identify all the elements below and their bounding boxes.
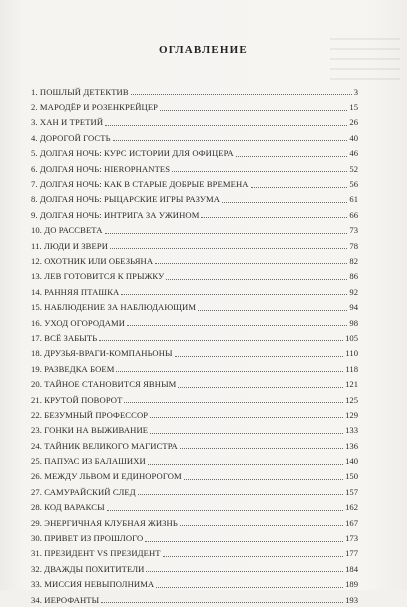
toc-entry — [31, 592, 358, 607]
toc-entry-page-number: 15 — [349, 102, 358, 113]
toc-entry — [31, 484, 358, 499]
toc-entry — [31, 115, 358, 130]
toc-leader-dots — [150, 433, 343, 434]
toc-entry-page-number: 66 — [349, 209, 358, 220]
toc-entry — [31, 546, 358, 561]
toc-entry — [31, 361, 358, 376]
table-of-contents — [31, 84, 358, 607]
toc-entry-title: 2. МАРОДЁР И РОЗЕНКРЕЙЦЕР — [31, 102, 159, 113]
toc-entry — [31, 392, 358, 407]
toc-leader-dots — [116, 371, 343, 372]
toc-entry-page-number: 157 — [345, 486, 358, 497]
toc-entry-title: 34. ИЕРОФАНТЫ — [31, 594, 100, 605]
toc-leader-dots — [107, 510, 343, 511]
toc-entry-title: 4. ДОРОГОЙ ГОСТЬ — [31, 132, 111, 143]
toc-entry-title: 15. НАБЛЮДЕНИЕ ЗА НАБЛЮДАЮЩИМ — [31, 302, 197, 313]
toc-leader-dots — [160, 110, 347, 111]
toc-entry — [31, 238, 358, 253]
toc-entry-title: 31. ПРЕЗИДЕНТ VS ПРЕЗИДЕНТ — [31, 548, 161, 559]
toc-entry-page-number: 56 — [349, 179, 358, 190]
toc-entry — [31, 161, 358, 176]
toc-entry-title: 12. ОХОТНИК ИЛИ ОБЕЗЬЯНА — [31, 255, 154, 266]
toc-entry — [31, 315, 358, 330]
toc-leader-dots — [201, 217, 347, 218]
toc-leader-dots — [127, 325, 347, 326]
toc-entry-page-number: 82 — [349, 255, 358, 266]
toc-entry-title: 19. РАЗВЕДКА БОЕМ — [31, 363, 115, 374]
toc-entry-title: 33. МИССИЯ НЕВЫПОЛНИМА — [31, 579, 155, 590]
toc-entry — [31, 330, 358, 345]
toc-leader-dots — [163, 556, 343, 557]
toc-entry-page-number: 98 — [349, 317, 358, 328]
toc-leader-dots — [110, 248, 347, 249]
toc-entry-page-number: 46 — [349, 148, 358, 159]
toc-entry-page-number: 3 — [353, 86, 358, 97]
toc-entry-title: 14. РАННЯЯ ПТАШКА — [31, 286, 120, 297]
toc-leader-dots — [175, 356, 344, 357]
toc-entry-title: 20. ТАЙНОЕ СТАНОВИТСЯ ЯВНЫМ — [31, 379, 177, 390]
toc-entry — [31, 207, 358, 222]
toc-entry-page-number: 162 — [345, 502, 358, 513]
toc-entry-title: 27. САМУРАЙСКИЙ СЛЕД — [31, 486, 136, 497]
toc-entry-page-number: 129 — [345, 409, 358, 420]
toc-entry-page-number: 118 — [345, 363, 358, 374]
toc-entry — [31, 84, 358, 99]
toc-entry-title: 1. ПОШЛЫЙ ДЕТЕКТИВ — [31, 86, 129, 97]
toc-entry — [31, 453, 358, 468]
toc-entry-title: 11. ЛЮДИ И ЗВЕРИ — [31, 240, 109, 251]
toc-entry — [31, 376, 358, 391]
toc-leader-dots — [236, 156, 348, 157]
toc-entry — [31, 407, 358, 422]
toc-leader-dots — [178, 387, 343, 388]
toc-entry-page-number: 193 — [345, 594, 358, 605]
toc-entry-title: 7. ДОЛГАЯ НОЧЬ: КАК В СТАРЫЕ ДОБРЫЕ ВРЕМЕНА — [31, 179, 249, 190]
toc-entry-page-number: 173 — [345, 533, 358, 544]
toc-entry-title: 28. КОД ВАРАКСЫ — [31, 502, 105, 513]
toc-entry-title: 21. КРУТОЙ ПОВОРОТ — [31, 394, 123, 405]
toc-entry — [31, 99, 358, 114]
toc-leader-dots — [145, 541, 343, 542]
toc-leader-dots — [155, 263, 347, 264]
toc-leader-dots — [166, 279, 347, 280]
toc-leader-dots — [99, 340, 343, 341]
toc-entry-page-number: 73 — [349, 225, 358, 236]
toc-leader-dots — [180, 525, 343, 526]
toc-entry-title: 5. ДОЛГАЯ НОЧЬ: КУРС ИСТОРИИ ДЛЯ ОФИЦЕРА — [31, 148, 234, 159]
toc-entry-page-number: 92 — [349, 286, 358, 297]
toc-leader-dots — [124, 402, 343, 403]
toc-entry-page-number: 121 — [345, 379, 358, 390]
toc-leader-dots — [121, 294, 347, 295]
toc-leader-dots — [180, 448, 343, 449]
toc-entry — [31, 146, 358, 161]
toc-entry-page-number: 110 — [345, 348, 358, 359]
toc-entry-title: 22. БЕЗУМНЫЙ ПРОФЕССОР — [31, 409, 149, 420]
toc-entry-title: 18. ДРУЗЬЯ-ВРАГИ-КОМПАНЬОНЫ — [31, 348, 173, 359]
toc-entry — [31, 469, 358, 484]
toc-leader-dots — [222, 202, 347, 203]
toc-entry-page-number: 189 — [345, 579, 358, 590]
toc-leader-dots — [150, 417, 343, 418]
toc-leader-dots — [198, 310, 347, 311]
toc-entry-title: 16. УХОД ОГОРОДАМИ — [31, 317, 126, 328]
toc-entry — [31, 530, 358, 545]
toc-entry — [31, 176, 358, 191]
toc-entry-page-number: 177 — [345, 548, 358, 559]
toc-entry-page-number: 105 — [345, 332, 358, 343]
toc-entry — [31, 299, 358, 314]
toc-entry-page-number: 150 — [345, 471, 358, 482]
toc-entry-page-number: 136 — [345, 440, 358, 451]
toc-entry — [31, 253, 358, 268]
toc-entry-page-number: 133 — [345, 425, 358, 436]
toc-entry — [31, 223, 358, 238]
toc-entry — [31, 269, 358, 284]
toc-entry-page-number: 184 — [345, 563, 358, 574]
toc-entry-title: 9. ДОЛГАЯ НОЧЬ: ИНТРИГА ЗА УЖИНОМ — [31, 209, 200, 220]
toc-leader-dots — [172, 171, 347, 172]
toc-leader-dots — [251, 187, 348, 188]
toc-entry — [31, 561, 358, 576]
toc-leader-dots — [138, 494, 343, 495]
toc-entry-title: 30. ПРИВЕТ ИЗ ПРОШЛОГО — [31, 533, 144, 544]
toc-entry — [31, 500, 358, 515]
toc-entry-page-number: 125 — [345, 394, 358, 405]
toc-entry-page-number: 94 — [349, 302, 358, 313]
toc-entry-page-number: 61 — [349, 194, 358, 205]
toc-entry-page-number: 52 — [349, 163, 358, 174]
toc-leader-dots — [113, 140, 348, 141]
toc-leader-dots — [184, 479, 343, 480]
toc-entry-title: 24. ТАЙНИК ВЕЛИКОГО МАГИСТРА — [31, 440, 178, 451]
page-title: ОГЛАВЛЕНИЕ — [159, 44, 248, 56]
toc-leader-dots — [156, 587, 343, 588]
toc-entry — [31, 192, 358, 207]
toc-leader-dots — [101, 602, 343, 603]
toc-entry — [31, 346, 358, 361]
toc-entry — [31, 423, 358, 438]
toc-entry-title: 26. МЕЖДУ ЛЬВОМ И ЕДИНОРОГОМ — [31, 471, 182, 482]
toc-entry-title: 6. ДОЛГАЯ НОЧЬ: HIEROPHANTES — [31, 163, 171, 174]
toc-leader-dots — [105, 233, 348, 234]
toc-entry-page-number: 86 — [349, 271, 358, 282]
toc-entry — [31, 515, 358, 530]
toc-leader-dots — [146, 571, 343, 572]
toc-entry-page-number: 140 — [345, 456, 358, 467]
toc-entry-title: 8. ДОЛГАЯ НОЧЬ: РЫЦАРСКИЕ ИГРЫ РАЗУМА — [31, 194, 221, 205]
toc-entry-page-number: 167 — [345, 517, 358, 528]
toc-entry-page-number: 26 — [349, 117, 358, 128]
toc-entry — [31, 284, 358, 299]
toc-entry-title: 32. ДВАЖДЫ ПОХИТИТЕЛИ — [31, 563, 145, 574]
toc-entry-title: 17. ВСЁ ЗАБЫТЬ — [31, 332, 98, 343]
toc-entry-title: 29. ЭНЕРГИЧНАЯ КЛУБНАЯ ЖИЗНЬ — [31, 517, 178, 528]
toc-entry-title: 3. ХАН И ТРЕТИЙ — [31, 117, 104, 128]
toc-leader-dots — [131, 94, 352, 95]
toc-entry-title: 10. ДО РАССВЕТА — [31, 225, 103, 236]
toc-entry-page-number: 40 — [349, 132, 358, 143]
toc-entry-title: 13. ЛЕВ ГОТОВИТСЯ К ПРЫЖКУ — [31, 271, 165, 282]
toc-entry-title: 25. ПАПУАС ИЗ БАЛАШИХИ — [31, 456, 146, 467]
toc-entry — [31, 438, 358, 453]
toc-entry-title: 23. ГОНКИ НА ВЫЖИВАНИЕ — [31, 425, 149, 436]
toc-leader-dots — [148, 464, 343, 465]
toc-entry — [31, 130, 358, 145]
toc-leader-dots — [105, 125, 347, 126]
toc-entry-page-number: 78 — [349, 240, 358, 251]
